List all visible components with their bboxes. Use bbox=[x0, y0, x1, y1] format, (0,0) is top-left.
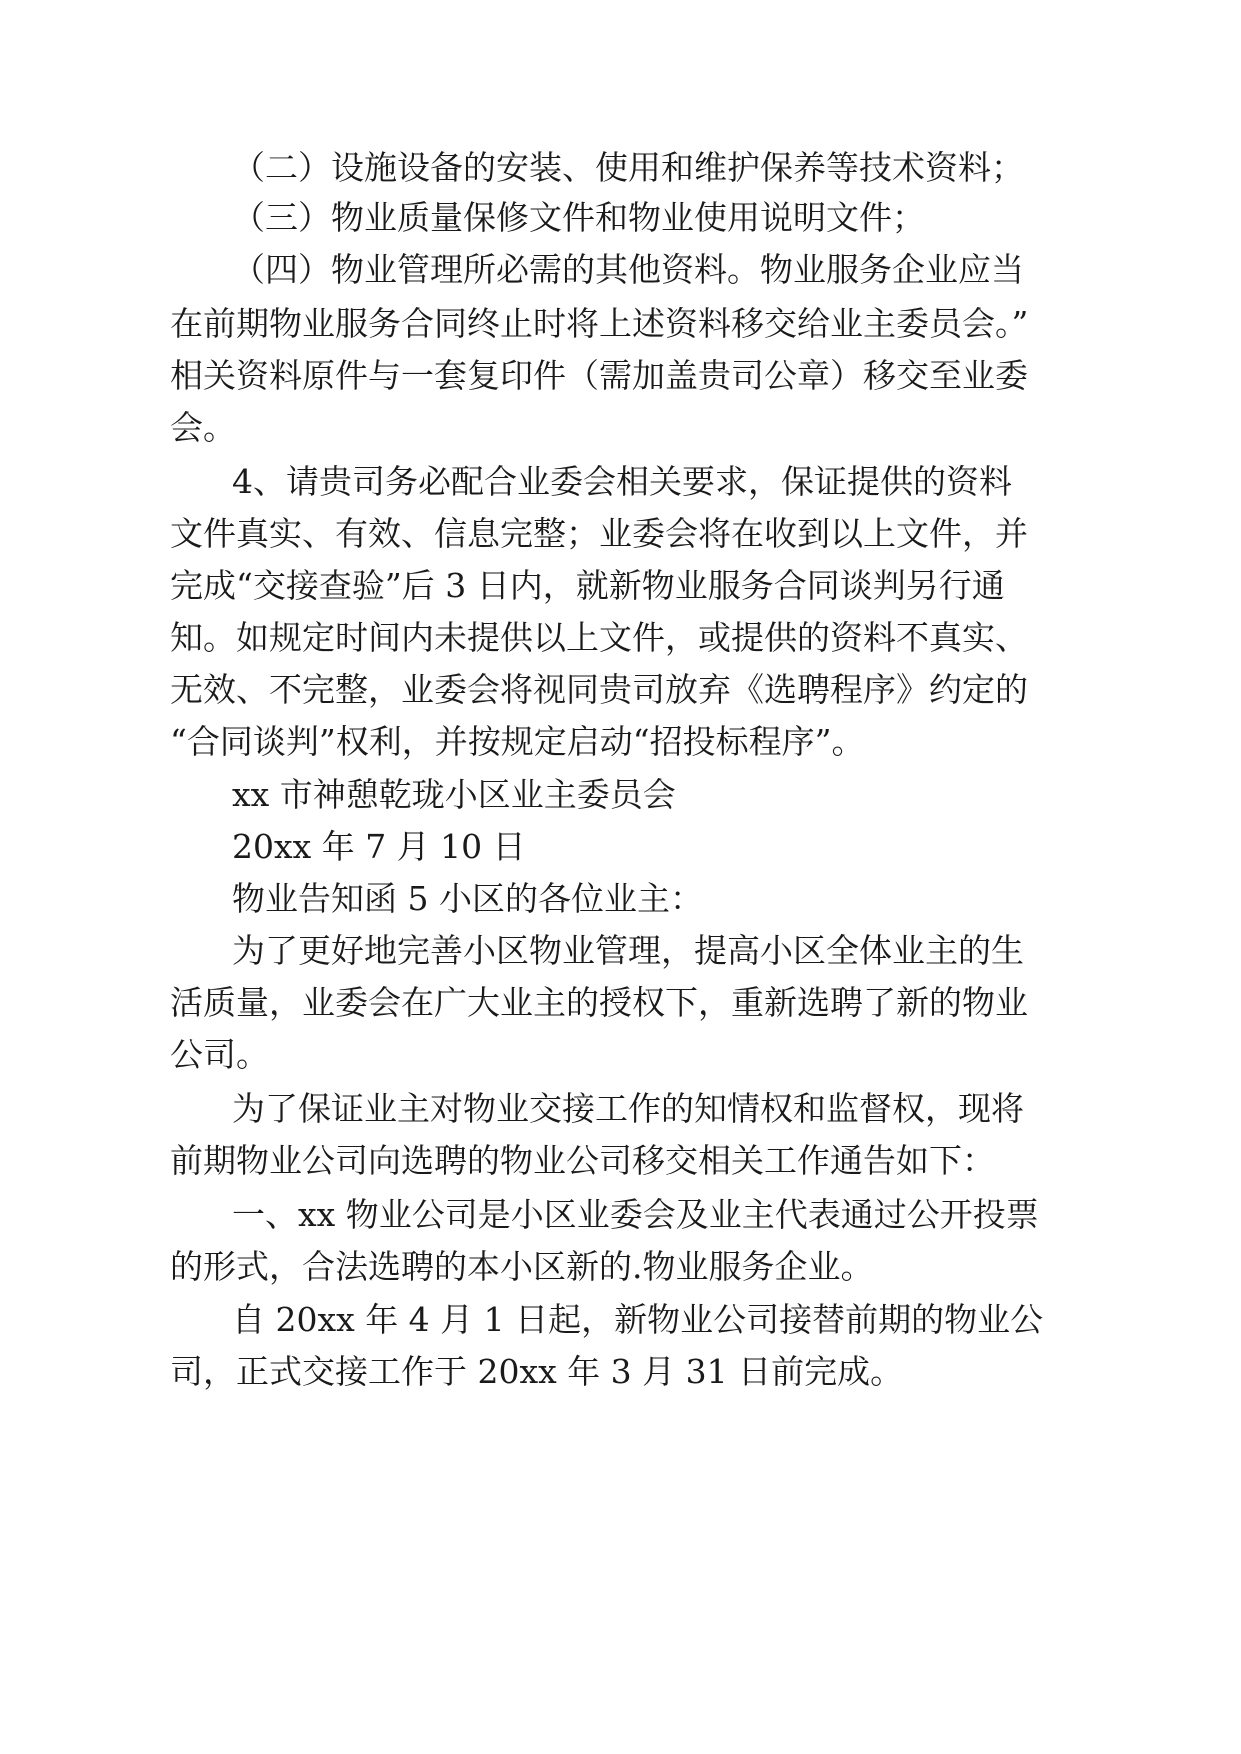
text-line: 在前期物业服务合同终止时将上述资料移交给业主委员会。” bbox=[170, 304, 1029, 343]
text-line: 为了保证业主对物业交接工作的知情权和监督权，现将 bbox=[232, 1089, 1024, 1128]
text-line: 完成“交接查验”后 3 日内，就新物业服务合同谈判另行通 bbox=[170, 566, 1005, 605]
date-line: 20xx 年 7 月 10 日 bbox=[232, 827, 526, 866]
heading-line: 物业告知函 5 小区的各位业主： bbox=[232, 879, 703, 918]
text-line: 4、请贵司务必配合业委会相关要求，保证提供的资料 bbox=[232, 462, 1012, 501]
text-line: 无效、不完整，业委会将视同贵司放弃《选聘程序》约定的 bbox=[170, 670, 1028, 709]
text-line: 一、xx 物业公司是小区业委会及业主代表通过公开投票 bbox=[232, 1195, 1039, 1234]
text-line: 司，正式交接工作于 20xx 年 3 月 31 日前完成。 bbox=[170, 1352, 904, 1391]
signature-line: xx 市神憩乾珑小区业主委员会 bbox=[232, 775, 676, 814]
text-line: （四）物业管理所必需的其他资料。物业服务企业应当 bbox=[232, 250, 1024, 289]
text-line: 前期物业公司向选聘的物业公司移交相关工作通告如下： bbox=[170, 1141, 995, 1180]
text-line: 会。 bbox=[170, 408, 236, 447]
text-line: “合同谈判”权利，并按规定启动“招投标程序”。 bbox=[170, 722, 865, 761]
text-line: （二）设施设备的安装、使用和维护保养等技术资料； bbox=[232, 148, 1024, 187]
text-line: 自 20xx 年 4 月 1 日起，新物业公司接替前期的物业公 bbox=[232, 1300, 1044, 1339]
text-line: （三）物业质量保修文件和物业使用说明文件； bbox=[232, 198, 925, 237]
text-line: 活质量，业委会在广大业主的授权下，重新选聘了新的物业 bbox=[170, 983, 1028, 1022]
text-line: 文件真实、有效、信息完整；业委会将在收到以上文件，并 bbox=[170, 514, 1028, 553]
text-line: 相关资料原件与一套复印件（需加盖贵司公章）移交至业委 bbox=[170, 356, 1028, 395]
text-line: 的形式，合法选聘的本小区新的.物业服务企业。 bbox=[170, 1247, 874, 1286]
text-line: 为了更好地完善小区物业管理，提高小区全体业主的生 bbox=[232, 931, 1024, 970]
text-line: 知。如规定时间内未提供以上文件，或提供的资料不真实、 bbox=[170, 618, 1028, 657]
text-line: 公司。 bbox=[170, 1035, 269, 1074]
